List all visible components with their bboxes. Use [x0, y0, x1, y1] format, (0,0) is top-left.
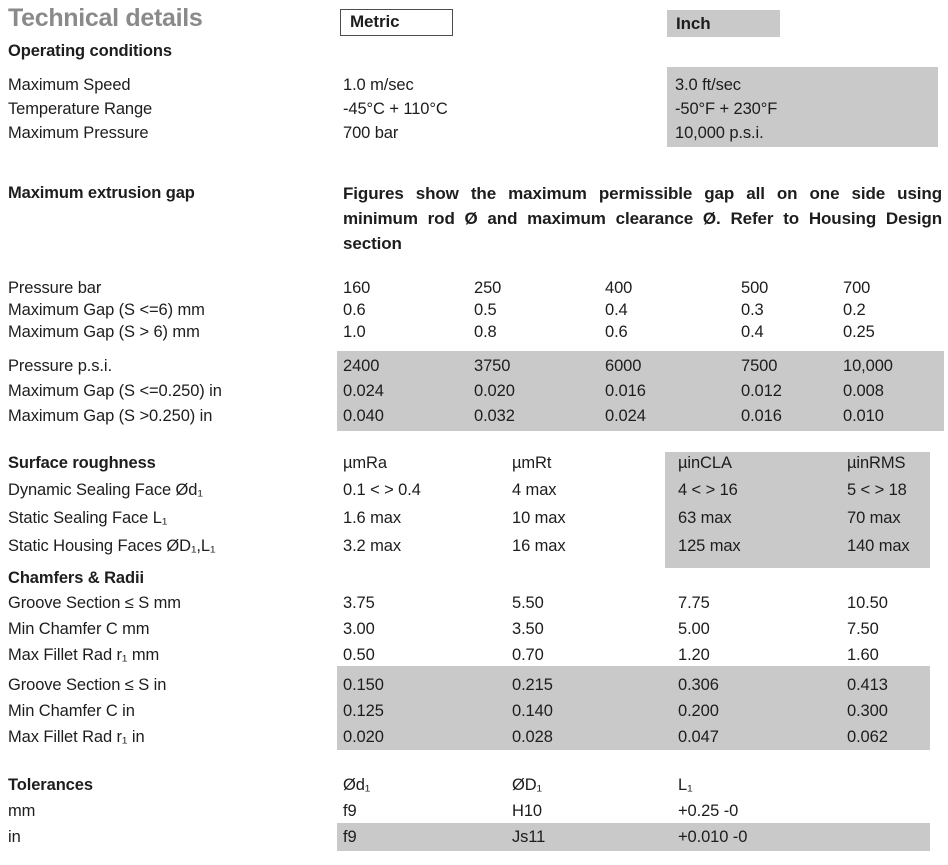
cell: 16 max: [512, 537, 566, 555]
row-label: Groove Section ≤ S in: [8, 676, 167, 694]
cell: 0.040: [343, 407, 384, 425]
cell: 0.062: [847, 728, 888, 746]
operating-conditions-title: Operating conditions: [8, 42, 172, 60]
row-label: mm: [8, 802, 36, 820]
column-header: µmRt: [512, 454, 552, 472]
cell: 0.010: [843, 407, 884, 425]
table-header-row: [0, 450, 948, 476]
cell: 0.200: [678, 702, 719, 720]
table-row: [0, 299, 948, 321]
cell: 0.3: [741, 301, 764, 319]
table-row: [0, 824, 948, 850]
row-label: Static Housing Faces ØD₁,L₁: [8, 537, 216, 555]
cell: 1.0: [343, 323, 366, 341]
cell: 0.020: [343, 728, 384, 746]
operating-conditions-table: [0, 73, 948, 145]
cell: 3.50: [512, 620, 544, 638]
cell: 7.50: [847, 620, 879, 638]
cell: 0.4: [605, 301, 628, 319]
chamfers-radii-title: Chamfers & Radii: [8, 569, 144, 587]
cell: 0.6: [343, 301, 366, 319]
cell: 7.75: [678, 594, 710, 612]
cell: 0.25: [843, 323, 875, 341]
table-row: [0, 354, 948, 379]
cell: 0.032: [474, 407, 515, 425]
cell: 70 max: [847, 509, 901, 527]
cell: 0.50: [343, 646, 375, 664]
row-label: Maximum Gap (S <=6) mm: [8, 301, 205, 319]
table-row: [0, 642, 948, 668]
cell: 0.020: [474, 382, 515, 400]
cell: 0.024: [605, 407, 646, 425]
row-label: Dynamic Sealing Face Ød₁: [8, 481, 203, 499]
row-label: Groove Section ≤ S mm: [8, 594, 181, 612]
row-label: Maximum Gap (S >0.250) in: [8, 407, 213, 425]
cell: 0.5: [474, 301, 497, 319]
cell: 10 max: [512, 509, 566, 527]
cell: 400: [605, 279, 633, 297]
cell: 700: [843, 279, 871, 297]
table-row: [0, 672, 948, 698]
cell: 0.215: [512, 676, 553, 694]
inch-value: 3.0 ft/sec: [675, 76, 741, 94]
row-label: Pressure bar: [8, 279, 102, 297]
row-label: Maximum Pressure: [8, 124, 149, 142]
cell: 3.75: [343, 594, 375, 612]
cell: 10,000: [843, 357, 893, 375]
cell: 1.20: [678, 646, 710, 664]
surface-roughness-title: Surface roughness: [8, 454, 156, 472]
column-header: ØD₁: [512, 776, 543, 794]
table-row: [0, 504, 948, 532]
table-row: [0, 277, 948, 299]
cell: 250: [474, 279, 502, 297]
row-label: Static Sealing Face L₁: [8, 509, 168, 527]
column-header: µinRMS: [847, 454, 906, 472]
cell: 63 max: [678, 509, 732, 527]
table-row: [0, 73, 948, 97]
cell: 5.00: [678, 620, 710, 638]
cell: +0.010 -0: [678, 828, 748, 846]
page-title: Technical details: [8, 4, 203, 32]
cell: 3.00: [343, 620, 375, 638]
row-label: Min Chamfer C in: [8, 702, 135, 720]
cell: 0.70: [512, 646, 544, 664]
row-label: Pressure p.s.i.: [8, 357, 112, 375]
cell: 0.306: [678, 676, 719, 694]
table-row: [0, 590, 948, 616]
inch-column-header: Inch: [667, 10, 780, 37]
cell: 0.016: [741, 407, 782, 425]
table-row: [0, 97, 948, 121]
cell: 0.413: [847, 676, 888, 694]
metric-value: 700 bar: [343, 124, 399, 142]
cell: 4 < > 16: [678, 481, 738, 499]
table-row: [0, 616, 948, 642]
cell: 0.6: [605, 323, 628, 341]
cell: Js11: [512, 828, 546, 846]
cell: 0.008: [843, 382, 884, 400]
pressure-gap-table: [0, 277, 948, 429]
cell: 0.150: [343, 676, 384, 694]
cell: 6000: [605, 357, 642, 375]
cell: f9: [343, 802, 357, 820]
cell: 2400: [343, 357, 380, 375]
column-header: Ød₁: [343, 776, 371, 794]
cell: 0.028: [512, 728, 553, 746]
table-row: [0, 698, 948, 724]
row-label: Max Fillet Rad r₁ mm: [8, 646, 160, 664]
cell: 0.016: [605, 382, 646, 400]
tolerances-title: Tolerances: [8, 776, 93, 794]
cell: 160: [343, 279, 371, 297]
cell: 0.8: [474, 323, 497, 341]
row-label: Min Chamfer C mm: [8, 620, 150, 638]
table-row: [0, 798, 948, 824]
row-label: Temperature Range: [8, 100, 153, 118]
cell: 0.140: [512, 702, 553, 720]
row-label: in: [8, 828, 21, 846]
table-row: [0, 404, 948, 429]
row-label: Max Fillet Rad r₁ in: [8, 728, 145, 746]
extrusion-gap-description: Figures show the maximum permissible gap all on one side using minimum rod Ø and maximum clearance Ø. Refer to Housing Design section: [343, 184, 942, 253]
inch-value: -50°F + 230°F: [675, 100, 778, 118]
extrusion-gap-label: Maximum extrusion gap: [8, 184, 195, 202]
table-row: [0, 532, 948, 560]
column-header: L₁: [678, 776, 693, 794]
cell: 500: [741, 279, 769, 297]
cell: f9: [343, 828, 357, 846]
cell: 5 < > 18: [847, 481, 907, 499]
table-row: [0, 379, 948, 404]
table-row: [0, 321, 948, 343]
cell: 1.6 max: [343, 509, 401, 527]
cell: 0.024: [343, 382, 384, 400]
cell: 1.60: [847, 646, 879, 664]
metric-value: -45°C + 110°C: [343, 100, 448, 118]
cell: 0.300: [847, 702, 888, 720]
cell: 0.1 < > 0.4: [343, 481, 421, 499]
cell: 125 max: [678, 537, 741, 555]
table-row: [0, 121, 948, 145]
cell: +0.25 -0: [678, 802, 739, 820]
surface-roughness-table: [0, 450, 948, 560]
table-row: [0, 476, 948, 504]
cell: 10.50: [847, 594, 888, 612]
cell: 3750: [474, 357, 511, 375]
cell: H10: [512, 802, 542, 820]
cell: 5.50: [512, 594, 544, 612]
row-label: Maximum Gap (S <=0.250) in: [8, 382, 222, 400]
cell: 0.125: [343, 702, 384, 720]
cell: 0.2: [843, 301, 866, 319]
cell: 3.2 max: [343, 537, 401, 555]
cell: 0.047: [678, 728, 719, 746]
tolerances-table: [0, 772, 948, 850]
column-header: µinCLA: [678, 454, 732, 472]
table-row: [0, 724, 948, 750]
cell: 7500: [741, 357, 778, 375]
metric-value: 1.0 m/sec: [343, 76, 414, 94]
row-label: Maximum Speed: [8, 76, 131, 94]
row-label: Maximum Gap (S > 6) mm: [8, 323, 200, 341]
table-header-row: [0, 772, 948, 798]
chamfers-radii-table: [0, 590, 948, 750]
cell: 4 max: [512, 481, 557, 499]
column-header: µmRa: [343, 454, 387, 472]
cell: 0.4: [741, 323, 764, 341]
inch-value: 10,000 p.s.i.: [675, 124, 764, 142]
cell: 140 max: [847, 537, 910, 555]
cell: 0.012: [741, 382, 782, 400]
metric-column-header: Metric: [340, 9, 453, 36]
